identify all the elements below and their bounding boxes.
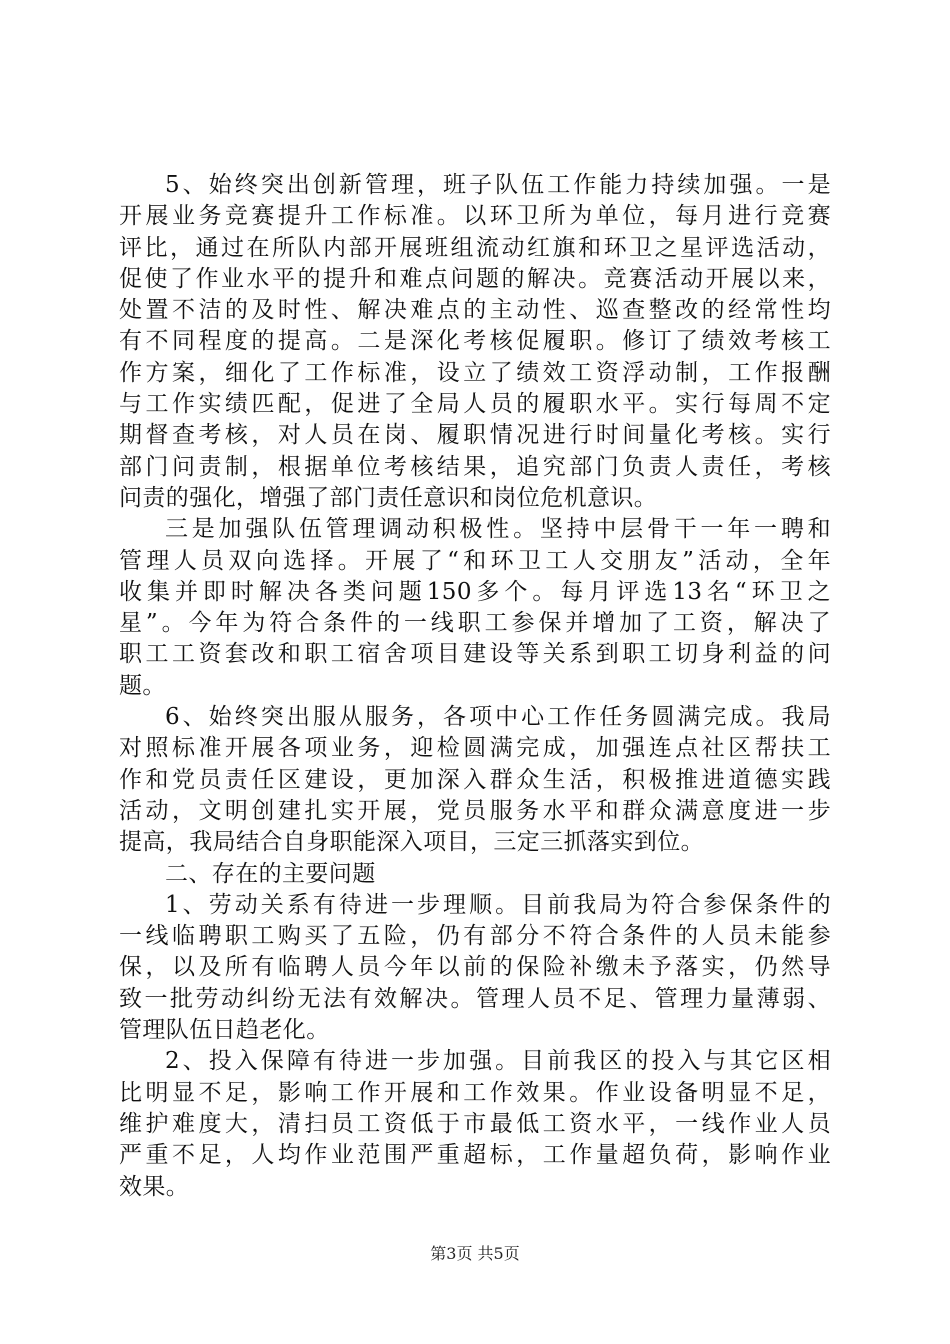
text-line: 对照标准开展各项业务，迎检圆满完成，加强连点社区帮扶工	[119, 735, 831, 762]
text-line: 活动，文明创建扎实开展，党员服务水平和群众满意度进一步	[119, 797, 831, 824]
text-line: 保，以及所有临聘人员今年以前的保险补缴未予落实，仍然导	[119, 954, 831, 981]
text-line: 作方案，细化了工作标准，设立了绩效工资浮动制，工作报酬	[119, 359, 831, 386]
text-line: 致一批劳动纠纷无法有效解决。管理人员不足、管理力量薄弱、	[119, 985, 831, 1012]
page-footer: 第3页 共5页	[430, 1244, 520, 1263]
text-line: 评比，通过在所队内部开展班组流动红旗和环卫之星评选活动，	[119, 234, 831, 261]
text-line: 有不同程度的提高。二是深化考核促履职。修订了绩效考核工	[119, 328, 831, 355]
text-line: 部门问责制，根据单位考核结果，追究部门负责人责任，考核	[119, 453, 831, 480]
text-line: 管理人员双向选择。开展了“和环卫工人交朋友”活动，全年	[119, 547, 831, 574]
text-line: 6、始终突出服从服务，各项中心工作任务圆满完成。我局	[165, 704, 831, 731]
text-line: 作和党员责任区建设，更加深入群众生活，积极推进道德实践	[119, 766, 831, 793]
text-line: 效果。	[119, 1173, 190, 1200]
text-line: 一线临聘职工购买了五险，仍有部分不符合条件的人员未能参	[119, 923, 831, 950]
text-line: 处置不洁的及时性、解决难点的主动性、巡查整改的经常性均	[119, 297, 831, 324]
text-line: 严重不足，人均作业范围严重超标，工作量超负荷，影响作业	[119, 1142, 831, 1169]
text-line: 职工工资套改和职工宿舍项目建设等关系到职工切身利益的问	[119, 641, 831, 668]
section-heading: 二、存在的主要问题	[165, 860, 376, 887]
text-line: 星”。今年为符合条件的一线职工参保并增加了工资，解决了	[119, 610, 831, 637]
text-line: 提高，我局结合自身职能深入项目，三定三抓落实到位。	[119, 829, 704, 856]
text-line: 题。	[119, 672, 166, 699]
text-line: 与工作实绩匹配，促进了全局人员的履职水平。实行每周不定	[119, 391, 831, 418]
text-line: 1、劳动关系有待进一步理顺。目前我局为符合参保条件的	[165, 891, 831, 918]
text-line: 收集并即时解决各类问题150多个。每月评选13名“环卫之	[119, 578, 831, 605]
text-line: 期督查考核，对人员在岗、履职情况进行时间量化考核。实行	[119, 422, 831, 449]
document-body	[119, 170, 831, 1203]
text-line: 开展业务竞赛提升工作标准。以环卫所为单位，每月进行竞赛	[119, 203, 831, 230]
text-line: 三是加强队伍管理调动积极性。坚持中层骨干一年一聘和	[165, 516, 831, 543]
text-line: 管理队伍日趋老化。	[119, 1017, 330, 1044]
text-line: 维护难度大，清扫员工资低于市最低工资水平，一线作业人员	[119, 1110, 831, 1137]
text-line: 5、始终突出创新管理，班子队伍工作能力持续加强。一是	[165, 172, 831, 198]
text-line: 问责的强化，增强了部门责任意识和岗位危机意识。	[119, 484, 658, 511]
text-line: 促使了作业水平的提升和难点问题的解决。竞赛活动开展以来，	[119, 265, 831, 292]
text-line: 2、投入保障有待进一步加强。目前我区的投入与其它区相	[165, 1048, 831, 1075]
text-line: 比明显不足，影响工作开展和工作效果。作业设备明显不足，	[119, 1079, 831, 1106]
